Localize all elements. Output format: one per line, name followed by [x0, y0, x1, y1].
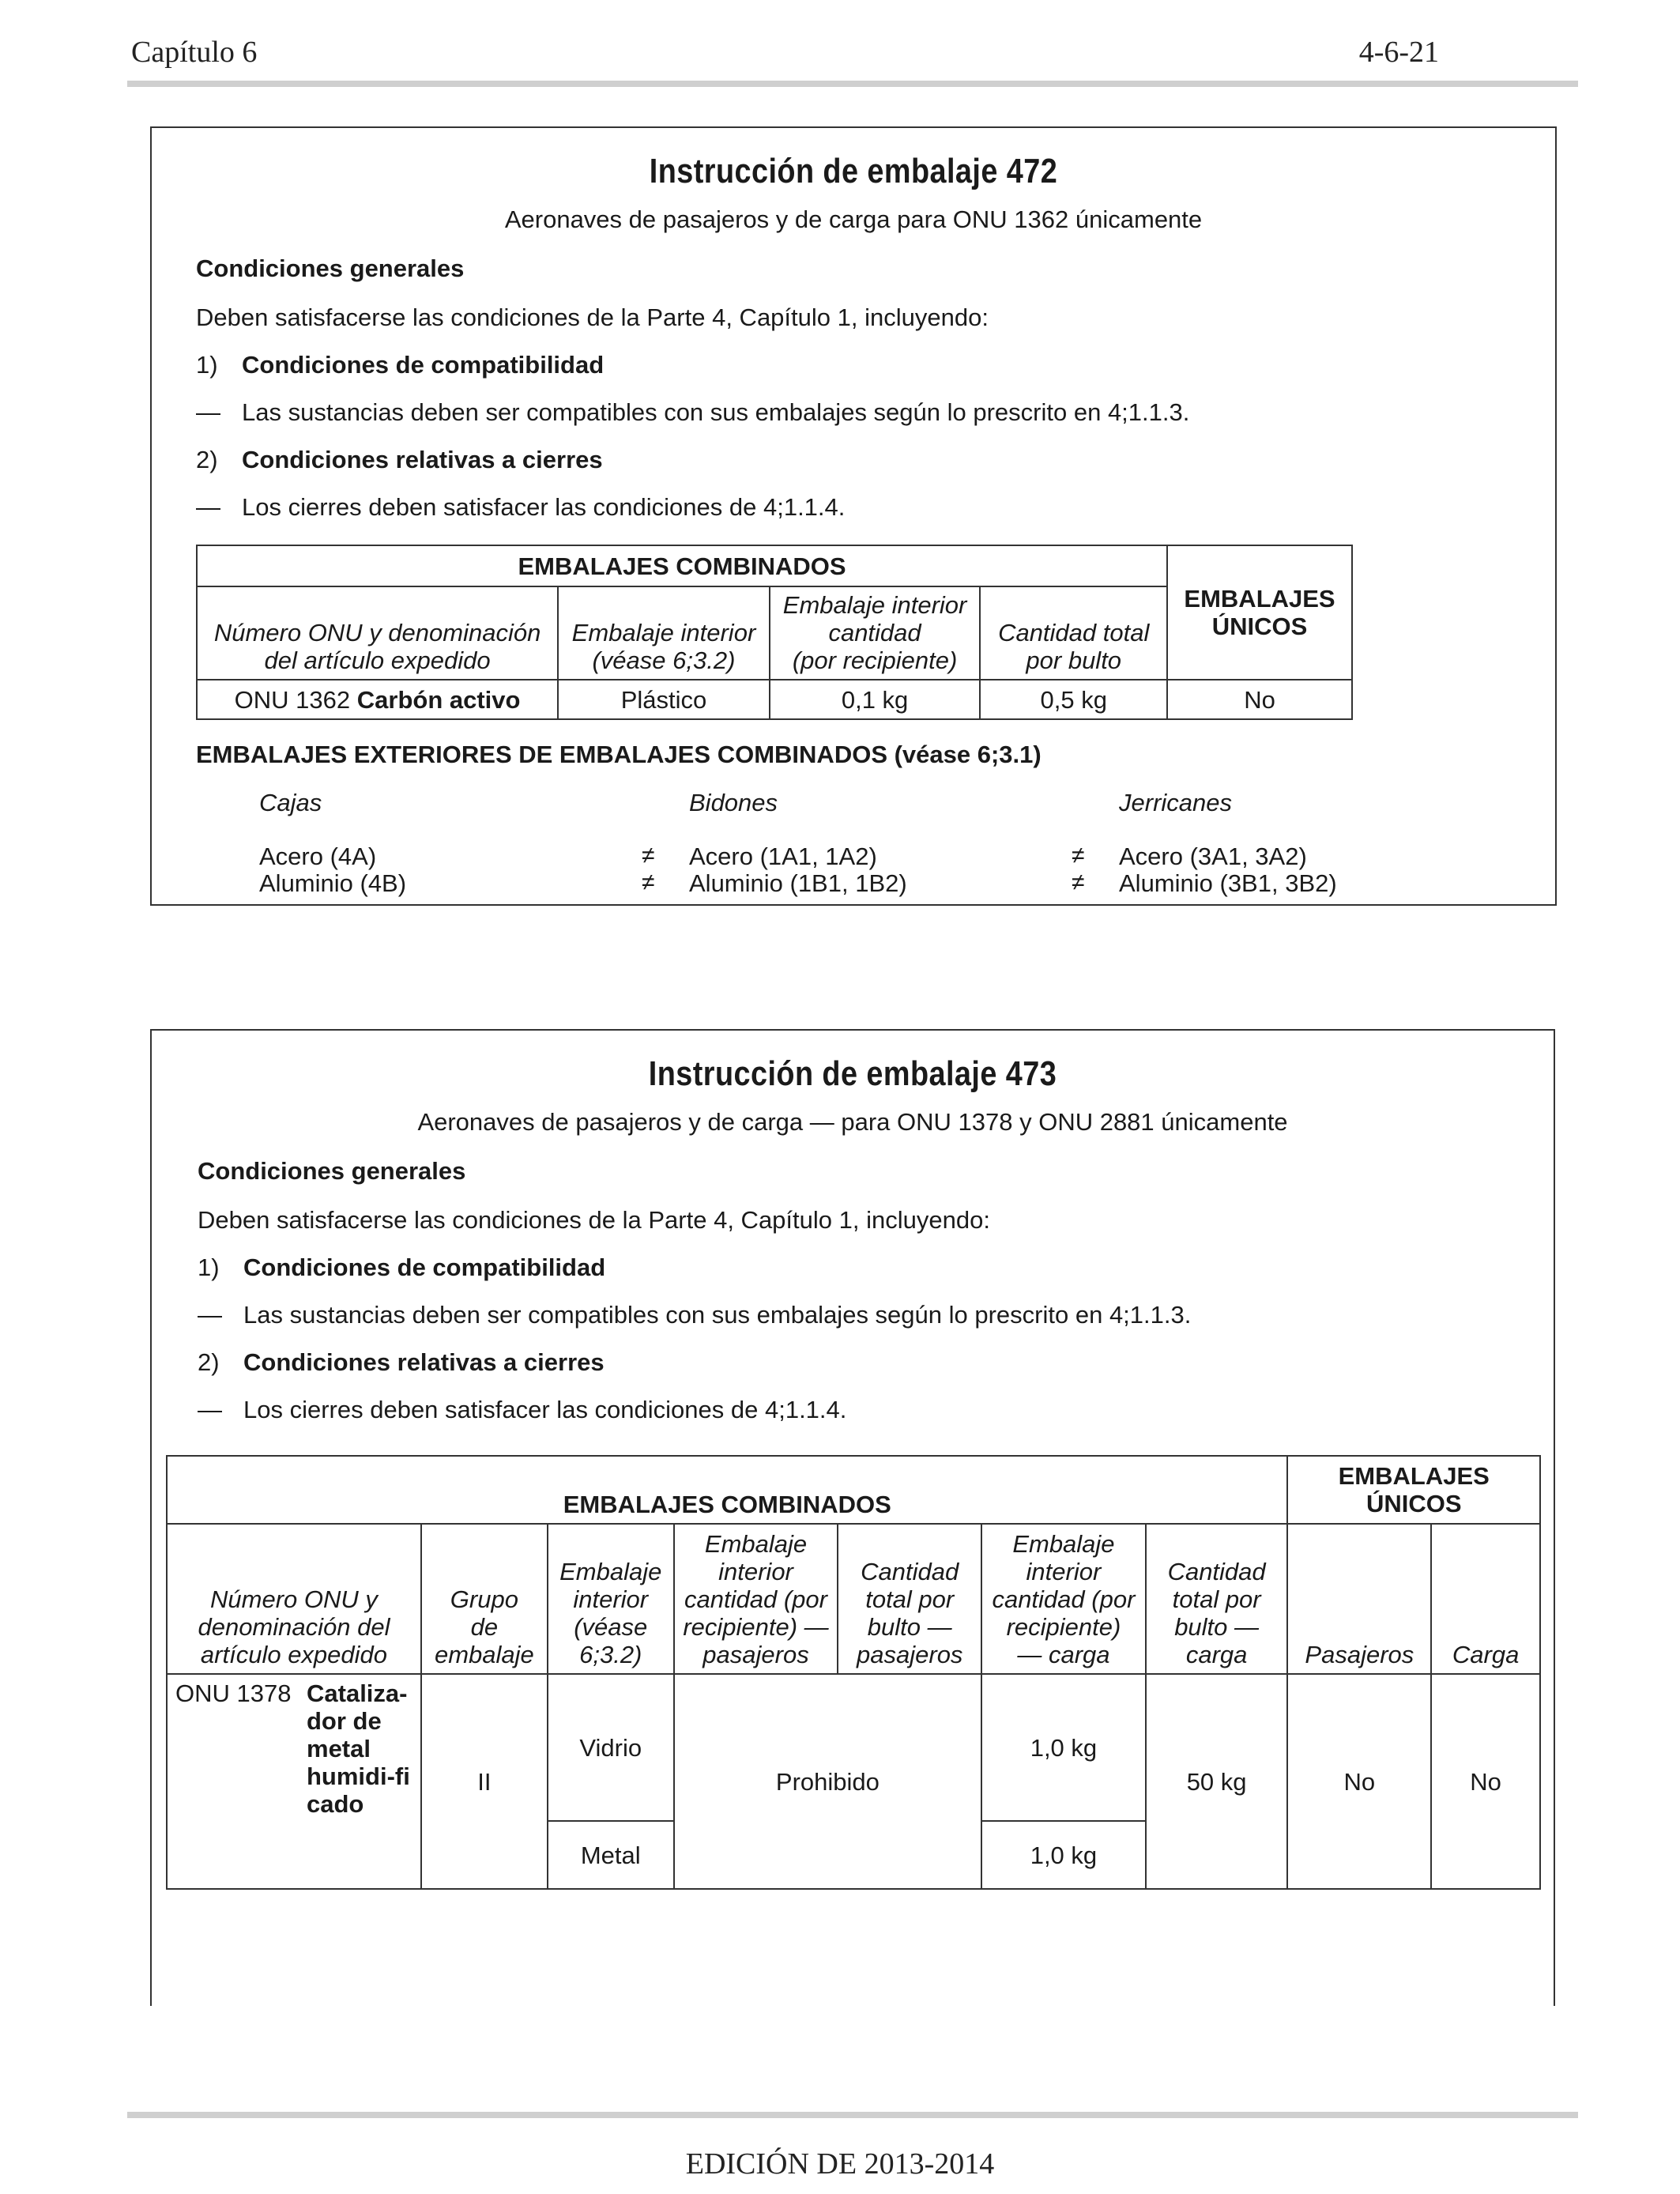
- pi472-box: [150, 126, 1557, 906]
- pi473-subtitle: Aeronaves de pasajeros y de carga — para ONU 1378 y ONU 2881 únicamente: [417, 1108, 1288, 1136]
- row-total-qty: 0,5 kg: [980, 680, 1167, 719]
- edition-footer: EDICIÓN DE 2013-2014: [685, 2147, 995, 2181]
- row-un: ONU 1378: [175, 1679, 292, 1707]
- pi472-general-heading: Condiciones generales: [196, 254, 465, 282]
- outer-item: Acero (3A1, 3A2): [1119, 843, 1307, 870]
- pi473-item1: [198, 1253, 605, 1282]
- col-total-header: Cantidad total por bulto: [980, 586, 1167, 680]
- outer-item: Aluminio (3B1, 3B2): [1119, 869, 1337, 897]
- pi473-item2-text: [198, 1396, 846, 1424]
- outer-col-bidones: Bidones: [689, 789, 778, 816]
- combined-header: EMBALAJES COMBINADOS: [197, 545, 1167, 586]
- pi473-item2: [198, 1348, 605, 1377]
- row-single-pax: No: [1287, 1674, 1431, 1889]
- pi472-item2: [196, 446, 603, 474]
- col-single-pax-header: Pasajeros: [1287, 1524, 1431, 1674]
- item-title: Condiciones relativas a cierres: [242, 446, 603, 473]
- pi473-box: [150, 1029, 1555, 2006]
- outer-col-cajas: Cajas: [259, 789, 322, 816]
- pi473-title: Instrucción de embalaje 473: [648, 1054, 1057, 1093]
- row-name: Cataliza- dor de metal humidi-fi cado: [307, 1679, 410, 1818]
- not-equal-icon: ≠: [1072, 843, 1085, 869]
- pi472-table: [196, 545, 1353, 720]
- outer-col-jerricanes: Jerricanes: [1119, 789, 1232, 816]
- col-cargo-total-header: Cantidad total por bulto — carga: [1146, 1524, 1288, 1674]
- item-number: 2): [196, 446, 218, 473]
- item-title: Condiciones de compatibilidad: [243, 1253, 606, 1281]
- footer-rule: [127, 2112, 1578, 2118]
- dash: —: [196, 493, 220, 521]
- row-inner-qty: 0,1 kg: [770, 680, 981, 719]
- pi472-item1-text: [196, 398, 1189, 427]
- single-header: EMBALAJES ÚNICOS: [1167, 545, 1352, 680]
- item-text: Las sustancias deben ser compatibles con sus embalajes según lo prescrito en 4;1.1.3.: [242, 398, 1190, 426]
- row-un: ONU 1362 Carbón activo: [197, 680, 558, 719]
- col-pax-total-header: Cantidad total por bulto — pasajeros: [838, 1524, 981, 1674]
- item-number: 2): [198, 1348, 220, 1376]
- row-inner-glass: Vidrio: [548, 1674, 674, 1821]
- col-inner-header: Embalaje interior (véase 6;3.2): [558, 586, 770, 680]
- outer-item: Aluminio (1B1, 1B2): [689, 869, 907, 897]
- item-number: 1): [198, 1253, 220, 1281]
- pi472-item2-text: [196, 493, 845, 522]
- pi473-item1-text: [198, 1301, 1191, 1329]
- pi473-intro: Deben satisfacerse las condiciones de la Parte 4, Capítulo 1, incluyendo:: [198, 1206, 990, 1234]
- item-text: Los cierres deben satisfacer las condiciones de 4;1.1.4.: [243, 1396, 847, 1423]
- row-cargo-total: 50 kg: [1146, 1674, 1288, 1889]
- pi472-title: Instrucción de embalaje 472: [649, 152, 1058, 190]
- pi473-table: [166, 1455, 1541, 1890]
- col-group-header: Grupo de embalaje: [421, 1524, 548, 1674]
- col-pax-inner-qty-header: Embalaje interior cantidad (por recipiente) — pasajeros: [674, 1524, 838, 1674]
- item-number: 1): [196, 351, 218, 379]
- dash: —: [198, 1396, 222, 1423]
- outer-item: Aluminio (4B): [259, 869, 407, 897]
- pi472-subtitle: Aeronaves de pasajeros y de carga para ONU 1362 únicamente: [504, 205, 1203, 233]
- chapter-label: Capítulo 6: [131, 36, 258, 69]
- row-single: No: [1167, 680, 1352, 719]
- row-un-cell: [167, 1674, 421, 1889]
- row-single-cargo: No: [1431, 1674, 1540, 1889]
- item-text: Las sustancias deben ser compatibles con sus embalajes según lo prescrito en 4;1.1.3.: [243, 1301, 1192, 1329]
- row-inner: Plástico: [558, 680, 770, 719]
- dash: —: [196, 398, 220, 426]
- single-header: EMBALAJES ÚNICOS: [1287, 1456, 1540, 1524]
- row-cargo-qty-glass: 1,0 kg: [981, 1674, 1146, 1821]
- outer-item: Acero (1A1, 1A2): [689, 843, 877, 870]
- pi472-outer-heading: EMBALAJES EXTERIORES DE EMBALAJES COMBINADOS (véase 6;3.1): [196, 741, 1042, 768]
- row-group: II: [421, 1674, 548, 1889]
- pi472-intro: Deben satisfacerse las condiciones de la Parte 4, Capítulo 1, incluyendo:: [196, 303, 989, 331]
- dash: —: [198, 1301, 222, 1329]
- item-title: Condiciones de compatibilidad: [242, 351, 605, 379]
- not-equal-icon: ≠: [642, 869, 655, 895]
- item-title: Condiciones relativas a cierres: [243, 1348, 605, 1376]
- pi472-item1: [196, 351, 604, 379]
- col-single-cargo-header: Carga: [1431, 1524, 1540, 1674]
- col-cargo-inner-qty-header: Embalaje interior cantidad (por recipiente) — carga: [981, 1524, 1146, 1674]
- header-rule: [127, 81, 1578, 87]
- row-prohibited: Prohibido: [674, 1674, 981, 1889]
- row-cargo-qty-metal: 1,0 kg: [981, 1821, 1146, 1889]
- col-inner-qty-header: Embalaje interior cantidad (por recipiente): [770, 586, 981, 680]
- not-equal-icon: ≠: [1072, 869, 1085, 895]
- row-inner-metal: Metal: [548, 1821, 674, 1889]
- col-un-header: Número ONU y denominación del artículo expedido: [197, 586, 558, 680]
- not-equal-icon: ≠: [642, 843, 655, 869]
- col-inner-header: Embalaje interior (véase 6;3.2): [548, 1524, 674, 1674]
- pi473-general-heading: Condiciones generales: [198, 1157, 466, 1185]
- outer-item: Acero (4A): [259, 843, 377, 870]
- page-number: 4-6-21: [1358, 36, 1439, 69]
- combined-header: EMBALAJES COMBINADOS: [167, 1456, 1287, 1524]
- item-text: Los cierres deben satisfacer las condiciones de 4;1.1.4.: [242, 493, 846, 521]
- col-un-header: Número ONU y denominación del artículo expedido: [167, 1524, 421, 1674]
